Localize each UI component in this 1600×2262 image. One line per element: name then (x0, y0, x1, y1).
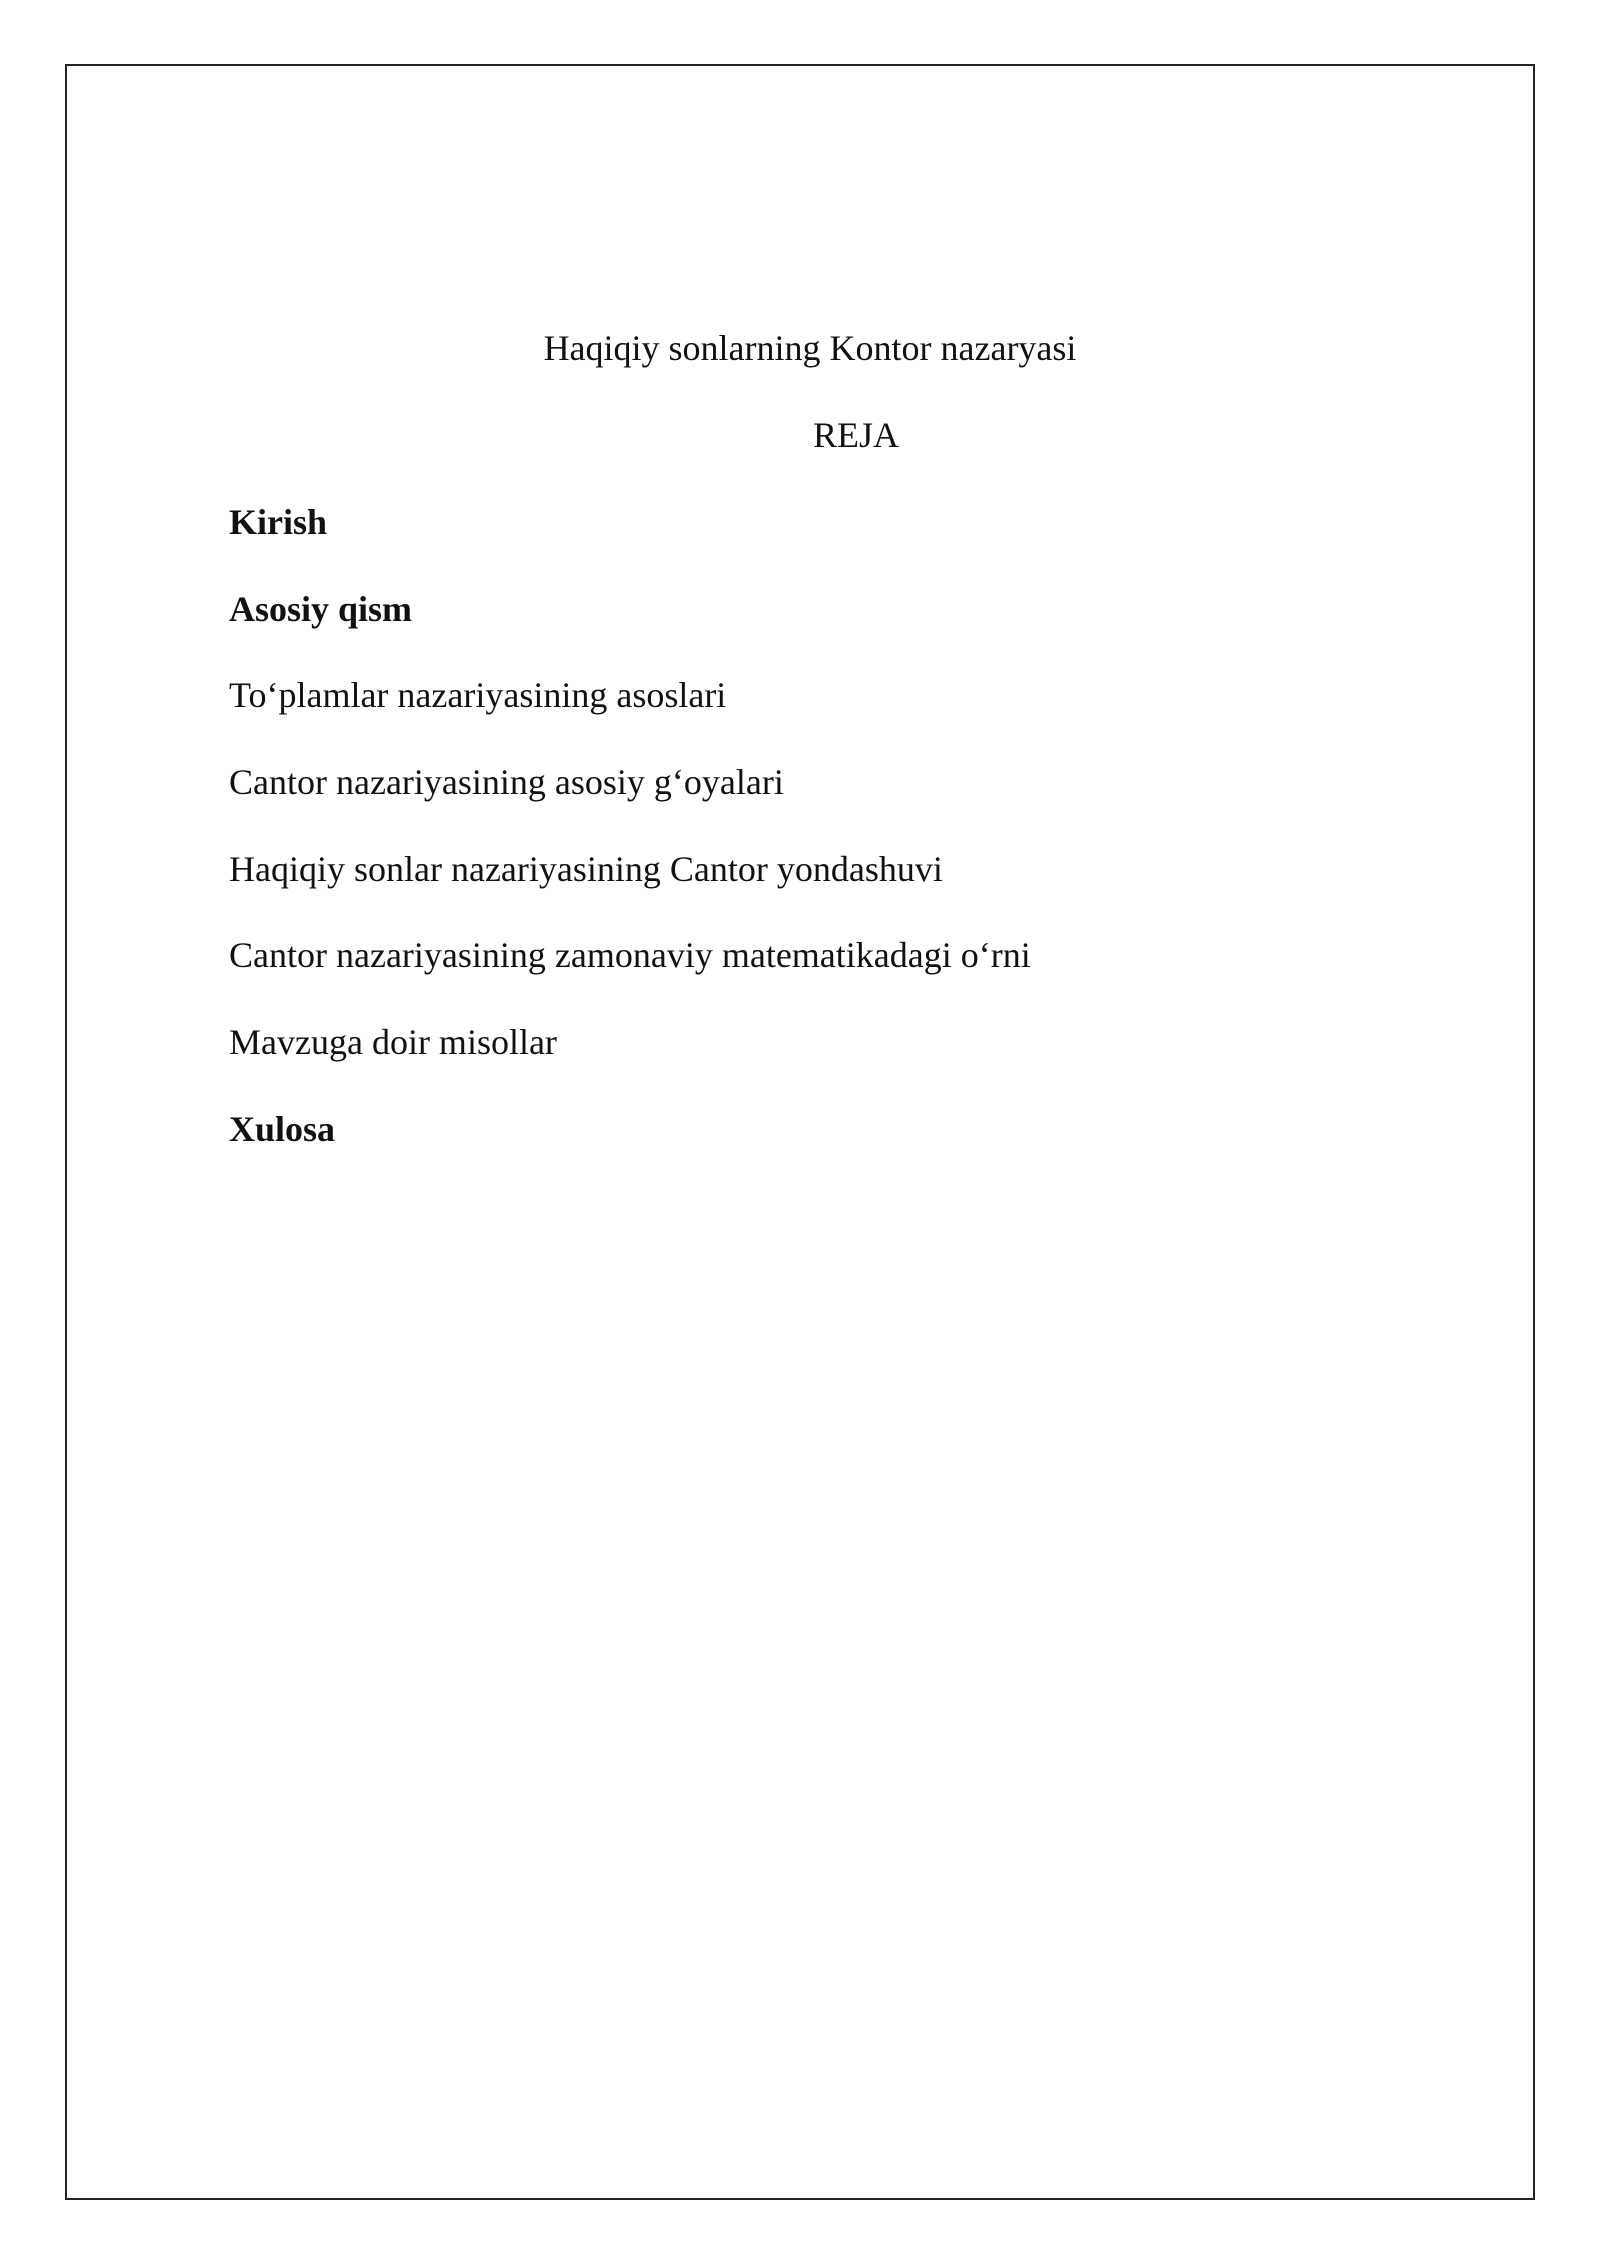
plan-item-examples: Mavzuga doir misollar (229, 1022, 557, 1063)
plan-item-set-theory-basics: To‘plamlar nazariyasining asoslari (229, 675, 727, 716)
plan-item-introduction: Kirish (229, 502, 328, 542)
plan-item-conclusion: Xulosa (229, 1108, 336, 1149)
plan-list (229, 500, 1031, 1194)
plan-item-cantor-main-ideas: Cantor nazariyasining asosiy g‘oyalari (229, 762, 784, 803)
plan-item-cantor-modern-role: Cantor nazariyasining zamonaviy matematikadagi o‘rni (229, 935, 1031, 976)
document-title: Haqiqiy sonlarning Kontor nazaryasi (543, 328, 1077, 368)
plan-heading: REJA (812, 415, 899, 455)
plan-item-cantor-real-numbers: Haqiqiy sonlar nazariyasining Cantor yondashuvi (229, 848, 943, 889)
plan-item-main-part: Asosiy qism (229, 588, 413, 629)
